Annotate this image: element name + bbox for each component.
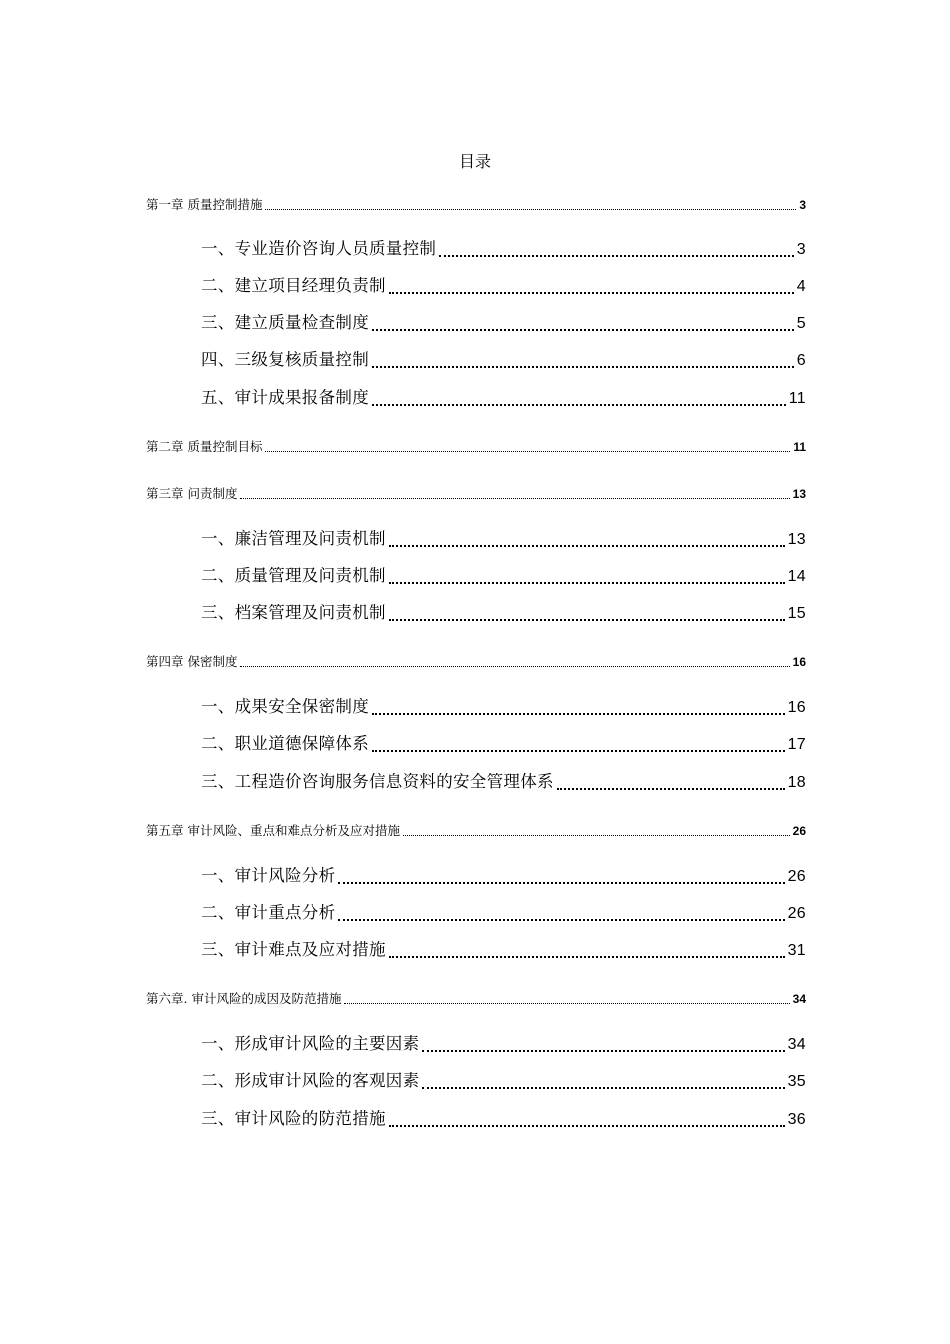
toc-section-3-2[interactable] [201,564,806,589]
toc-section-6-3[interactable] [201,1107,806,1132]
dot-leader [422,1050,784,1052]
dot-leader [265,451,790,452]
dot-leader [372,366,794,368]
dot-leader [389,1125,785,1127]
toc-section-3-1[interactable] [201,527,806,552]
toc-section-6-2[interactable] [201,1069,806,1094]
toc-entry-label: 第二章 质量控制目标 [146,439,263,454]
dot-leader [240,498,789,499]
toc-entry-label: 第五章 审计风险、重点和难点分析及应对措施 [146,823,400,838]
toc-page-number: 14 [787,568,806,585]
toc-page-number: 34 [792,992,806,1006]
dot-leader [372,713,785,715]
toc-chapter-1[interactable] [146,196,806,214]
toc-page-number: 31 [787,942,806,959]
toc-section-1-1[interactable] [201,237,806,262]
toc-page-number: 6 [796,352,806,369]
toc-page-number: 11 [788,390,806,407]
toc-page-number: 16 [792,655,806,669]
toc-entry-label: 二、职业道德保障体系 [201,734,369,753]
toc-page-number: 36 [787,1111,806,1128]
toc-entry-label: 二、审计重点分析 [201,903,336,922]
dot-leader [338,882,784,884]
toc-entry-label: 一、形成审计风险的主要因素 [201,1034,420,1053]
toc-chapter-4[interactable] [146,653,806,671]
toc-entry-label: 一、专业造价咨询人员质量控制 [201,239,437,258]
toc-chapter-2[interactable] [146,438,806,456]
toc-title: 目录 [458,152,491,171]
toc-page-number: 4 [796,278,806,295]
dot-leader [422,1087,784,1089]
toc-page-number: 18 [787,774,806,791]
toc-entry-label: 二、质量管理及问责机制 [201,566,386,585]
toc-page-number: 34 [787,1036,806,1053]
toc-entry-label: 二、形成审计风险的客观因素 [201,1071,420,1090]
toc-entry-label: 五、审计成果报备制度 [201,388,369,407]
toc-entry-label: 三、档案管理及问责机制 [201,603,386,622]
toc-section-5-1[interactable] [201,864,806,889]
toc-entry-label: 二、建立项目经理负责制 [201,276,386,295]
dot-leader [372,750,785,752]
toc-section-3-3[interactable] [201,601,806,626]
toc-section-5-3[interactable] [201,938,806,963]
toc-chapter-5[interactable] [146,822,806,840]
dot-leader [403,835,790,836]
toc-section-1-4[interactable] [201,348,806,373]
toc-page-number: 17 [787,736,806,753]
toc-section-1-5[interactable] [201,386,806,411]
toc-entry-label: 三、建立质量检查制度 [201,313,369,332]
dot-leader [338,919,784,921]
toc-entry-label: 第四章 保密制度 [146,654,238,669]
toc-section-5-2[interactable] [201,901,806,926]
dot-leader [389,545,785,547]
toc-page-number: 5 [796,315,806,332]
toc-page-number: 3 [796,241,806,258]
toc-section-1-2[interactable] [201,274,806,299]
toc-entry-label: 一、审计风险分析 [201,866,336,885]
dot-leader [389,956,785,958]
dot-leader [389,582,785,584]
dot-leader [557,788,785,790]
dot-leader [372,404,786,406]
toc-entry-label: 一、成果安全保密制度 [201,697,369,716]
dot-leader [240,666,789,667]
toc-section-6-1[interactable] [201,1032,806,1057]
toc-entry-label: 三、工程造价咨询服务信息资料的安全管理体系 [201,772,554,791]
toc-page-number: 26 [787,905,806,922]
dot-leader [372,329,794,331]
dot-leader [265,209,796,210]
toc-page-number: 13 [787,531,806,548]
dot-leader [389,292,794,294]
dot-leader [439,255,794,257]
toc-section-4-3[interactable] [201,770,806,795]
toc-page-number: 13 [792,487,806,501]
toc-section-1-3[interactable] [201,311,806,336]
toc-page-number: 35 [787,1073,806,1090]
toc-entry-label: 三、审计风险的防范措施 [201,1109,386,1128]
toc-page-number: 26 [792,824,806,838]
toc-entry-label: 一、廉洁管理及问责机制 [201,529,386,548]
toc-entry-label: 第一章 质量控制措施 [146,197,263,212]
dot-leader [344,1003,789,1004]
toc-page-number: 15 [787,605,806,622]
toc-page-number: 3 [799,198,806,212]
toc-entry-label: 三、审计难点及应对措施 [201,940,386,959]
toc-section-4-1[interactable] [201,695,806,720]
toc-page-number: 16 [787,699,806,716]
toc-entry-label: 第三章 问责制度 [146,486,238,501]
toc-entry-label: 第六章. 审计风险的成因及防范措施 [146,991,342,1006]
toc-entry-label: 四、三级复核质量控制 [201,350,369,369]
dot-leader [389,619,785,621]
toc-page-number: 11 [793,440,806,454]
toc-chapter-3[interactable] [146,485,806,503]
toc-section-4-2[interactable] [201,732,806,757]
toc-page-number: 26 [787,868,806,885]
toc-chapter-6[interactable] [146,990,806,1008]
